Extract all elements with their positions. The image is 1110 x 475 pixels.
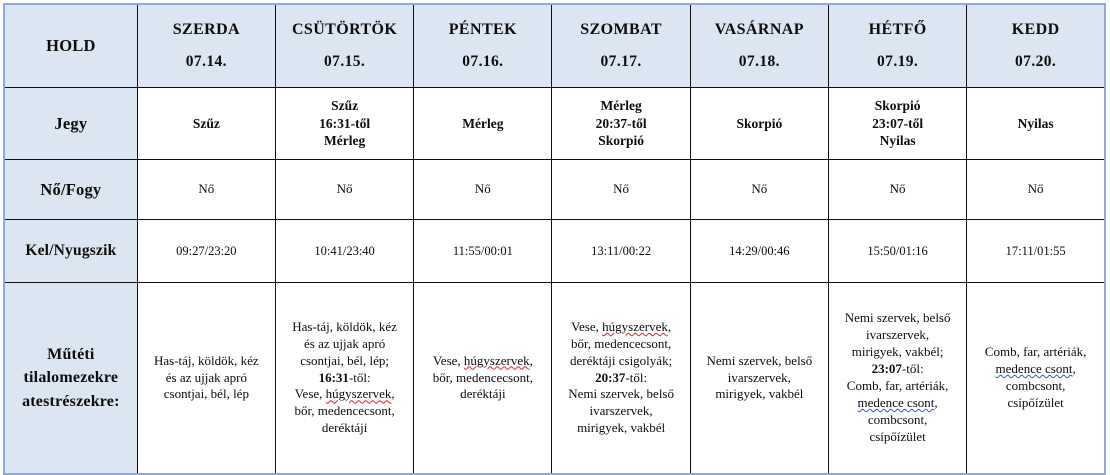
spellcheck-underlined-word: húgyszervek <box>602 318 668 334</box>
day-header-2 <box>414 4 552 88</box>
text-line: bőr, medencecsont, <box>432 369 533 385</box>
surgery-cell-1 <box>275 283 413 475</box>
text-line: Vese, húgyszervek, <box>294 386 395 402</box>
sign-cell-1 <box>275 88 413 160</box>
text-line: 20:37-től <box>595 115 647 131</box>
sign-cell-2 <box>414 88 552 160</box>
text-line: deréktáji csigolyák; <box>570 352 673 368</box>
text-line: csontjai, bél, lép; <box>300 352 390 368</box>
text-line: ivarszervek, <box>589 403 653 419</box>
day-date-4: 07.18. <box>738 52 780 70</box>
moon-phase-row <box>4 160 1105 220</box>
lunar-calendar-table <box>3 3 1106 475</box>
surgery-prohibition-row <box>4 283 1105 475</box>
text-line: csípőízület <box>869 428 926 444</box>
text-line: combcsont, <box>867 411 928 427</box>
day-name-2: PÉNTEK <box>448 21 517 39</box>
day-header-6 <box>967 4 1105 88</box>
day-header-3 <box>552 4 690 88</box>
text-line: Nemi szervek, belső <box>844 310 951 326</box>
riseset-cell-4: 14:29/00:46 <box>690 220 828 283</box>
row-label-riseset: Kel/Nyugszik <box>4 220 137 283</box>
day-header-4 <box>690 4 828 88</box>
text-line: Nemi szervek, belső <box>568 386 674 402</box>
text-line: csontjai, bél, lép <box>163 386 249 402</box>
text-line: csípőízület <box>1007 394 1064 410</box>
text-line: ivarszervek, <box>727 369 791 385</box>
table-header-row <box>4 4 1105 88</box>
day-header-5 <box>828 4 966 88</box>
day-name-1: CSÜTÖRTÖK <box>291 21 398 39</box>
text-line: ivarszervek, <box>866 327 930 343</box>
surgery-cell-3 <box>552 283 690 475</box>
text-line: ezekre a <box>22 369 119 410</box>
phase-cell-5: Nő <box>828 160 966 220</box>
text-line: Nemi szervek, belső <box>706 352 813 368</box>
riseset-cell-2: 11:55/00:01 <box>414 220 552 283</box>
surgery-cell-4 <box>690 283 828 475</box>
text-line: Has-táj, köldök, kéz <box>154 352 259 368</box>
text-line: 16:31-től <box>319 115 371 131</box>
text-line: Nyilas <box>879 133 916 149</box>
text-line: deréktáji <box>460 386 506 402</box>
row-label-phase: Nő/Fogy <box>4 160 137 220</box>
text-line: deréktáji <box>321 420 368 436</box>
day-date-1: 07.15. <box>324 52 366 70</box>
text-line: mirigyek, vakbél <box>577 420 666 436</box>
day-header-1 <box>275 4 413 88</box>
text-line: Skorpió <box>874 98 921 114</box>
day-date-5: 07.19. <box>877 52 919 70</box>
day-date-3: 07.17. <box>600 52 642 70</box>
day-name-6: KEDD <box>1011 21 1060 39</box>
spellcheck-underlined-word: húgyszervek <box>463 352 530 368</box>
surgery-cell-5 <box>828 283 966 475</box>
text-line: 23:07-től: <box>871 361 924 377</box>
text-line: Szűz <box>192 115 220 131</box>
text-line: Szűz <box>331 98 359 114</box>
riseset-cell-5: 15:50/01:16 <box>828 220 966 283</box>
phase-cell-2: Nő <box>414 160 552 220</box>
text-line: Skorpió <box>598 133 644 149</box>
sign-cell-5 <box>828 88 966 160</box>
text-line: Comb, far, artériák, <box>846 378 949 393</box>
surgery-cell-0 <box>137 283 275 475</box>
sign-cell-6 <box>967 88 1105 160</box>
text-line: combcsont, <box>1005 378 1066 393</box>
riseset-cell-3: 13:11/00:22 <box>552 220 690 283</box>
row-label-sign: Jegy <box>4 88 137 160</box>
text-line: medence csont, <box>995 361 1076 377</box>
day-date-2: 07.16. <box>462 52 504 70</box>
day-name-0: SZERDA <box>172 21 241 39</box>
text-line: Skorpió <box>736 115 783 131</box>
text-line: Vese, húgyszervek, <box>432 352 533 368</box>
day-name-3: SZOMBAT <box>580 21 662 39</box>
phase-cell-3: Nő <box>552 160 690 220</box>
riseset-cell-6: 17:11/01:55 <box>967 220 1105 283</box>
zodiac-sign-row <box>4 88 1105 160</box>
phase-cell-0: Nő <box>137 160 275 220</box>
day-date-6: 07.20. <box>1015 52 1057 70</box>
grammarcheck-underlined-word: medence csont <box>995 361 1073 377</box>
corner-label-hold: HOLD <box>4 4 137 88</box>
phase-cell-6: Nő <box>967 160 1105 220</box>
text-line: Mérleg <box>324 133 366 149</box>
text-line: Mérleg <box>600 98 642 114</box>
sign-cell-4 <box>690 88 828 160</box>
text-line: Mérleg <box>462 115 504 131</box>
surgery-cell-6 <box>967 283 1105 475</box>
day-name-5: HÉTFŐ <box>868 21 927 39</box>
text-line: és az ujjak apró <box>304 335 386 351</box>
text-line: mirigyek, vakbél <box>715 386 804 402</box>
row-label-surgery <box>4 283 137 475</box>
day-date-0: 07.14. <box>185 52 227 70</box>
text-line: medence csont, <box>857 394 938 410</box>
text-line: bőr, medencecsont, <box>571 335 672 351</box>
text-line: Comb, far, artériák, <box>984 344 1087 360</box>
day-name-4: VASÁRNAP <box>714 21 804 39</box>
text-line: Nyilas <box>1017 115 1054 131</box>
riseset-cell-1: 10:41/23:40 <box>275 220 413 283</box>
day-header-0 <box>137 4 275 88</box>
sign-cell-3 <box>552 88 690 160</box>
time-marker: 20:37 <box>595 369 626 385</box>
time-marker: 23:07 <box>871 361 902 377</box>
sign-cell-0 <box>137 88 275 160</box>
text-line: Vese, húgyszervek, <box>571 318 672 334</box>
text-line: bőr, medencecsont, <box>294 403 395 419</box>
text-line: 16:31-től: <box>318 369 371 385</box>
phase-cell-1: Nő <box>275 160 413 220</box>
grammarcheck-underlined-word: medence csont <box>857 394 935 410</box>
moonrise-moonset-row <box>4 220 1105 283</box>
text-line: testrészekre: <box>30 392 120 410</box>
text-line: Has-táj, köldök, kéz <box>292 318 397 334</box>
text-line: 20:37-től: <box>595 369 648 385</box>
surgery-cell-2 <box>414 283 552 475</box>
text-line: mirigyek, vakbél; <box>851 344 944 360</box>
text-line: 23:07-től <box>872 115 924 131</box>
text-line: és az ujjak apró <box>165 369 247 385</box>
phase-cell-4: Nő <box>690 160 828 220</box>
riseset-cell-0: 09:27/23:20 <box>137 220 275 283</box>
time-marker: 16:31 <box>318 369 349 385</box>
spellcheck-underlined-word: húgyszervek <box>325 386 392 402</box>
text-line: Műtéti tilalom <box>23 346 95 387</box>
